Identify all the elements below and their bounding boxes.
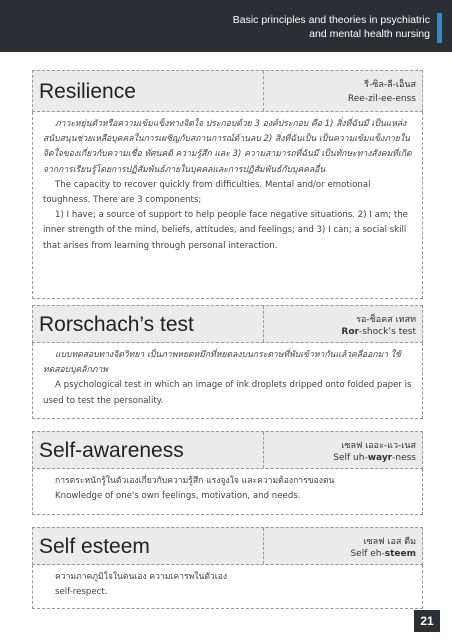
definition-english: Knowledge of one's own feelings, motivation, and needs. [55, 491, 301, 502]
definition-english: 1) I have; a source of support to help people face negative situations. 2) I am; the inner strength of the mind, beliefs, attitudes, and feelings; and 3) I can; a social skill that arises from learning through personal interaction. [43, 210, 408, 251]
pronunciation-thai: รอ-ช็อคส เทสท [356, 315, 416, 325]
pron-en-pre: Ree [347, 94, 365, 104]
pron-en-pre: Self uh- [333, 453, 368, 463]
term-title: Self esteem [39, 535, 150, 558]
term-title: Rorschach’s test [39, 313, 194, 336]
definition-box [32, 469, 423, 515]
definition-thai: แบบทดสอบทางจิตวิทยา เป็นภาพหยดหมึกที่หยดลงบนกระดาษที่พับเข้าหากันแล้วคลี่ออกมา ใช้ทดสอบบุคลิกภาพ [43, 350, 401, 376]
term-row [32, 431, 423, 469]
definition-box [32, 112, 423, 299]
definition-box [32, 343, 423, 419]
pron-en-stress: Ror [341, 327, 359, 337]
definition-thai: การตระหนักรู้ในตัวเองเกี่ยวกับความรู้สึก แรงจูงใจ และความต้องการของตน [55, 476, 335, 486]
definition-box [32, 565, 423, 609]
pron-en-stress: wayr [367, 453, 393, 463]
pronunciation-english [341, 327, 416, 337]
term-divider [263, 528, 264, 564]
definition-english: self-respect. [55, 587, 108, 598]
term-title: Self-awareness [39, 439, 184, 462]
term-row [32, 527, 423, 565]
glossary-entry-resilience [32, 70, 423, 299]
glossary-entry-rorschach-test [32, 305, 423, 419]
term-row [32, 305, 423, 343]
pron-en-post: -ness [392, 453, 416, 463]
definition-english: A psychological test in which an image of ink droplets dripped onto folded paper is used to test the personality. [43, 380, 412, 406]
pron-en-post: -shock’s test [358, 327, 416, 337]
header-accent-bar [437, 13, 442, 43]
definition-thai: ภาวะหยุ่นตัวหรือความเข้มแข็งทางจิตใจ ประกอบด้วย 3 องค์ประกอบ คือ 1) สิ่งที่ฉันมี เป็นแหล่งสนับสนุนช่วยเหลือบุคคลในการเผชิญกับสถานการณ์ด้านลบ 2) สิ่งที่ฉันเป็น เป็นความเข้มแข็งภายในจิตใจของเกี่ยวกับความเชื่อ ทัศนคติ ความรู้สึก และ 3) ความสามารถที่ฉันมี เป็นทักษะทางสังคมที่เกิดจากการเรียนรู้โดยการปฏิสัมพันธ์ภายในบุคคลและการปฏิสัมพันธ์กับบุคคลอื่น [43, 119, 412, 175]
pronunciation-thai: เซลฟ เอส ตีม [363, 537, 416, 547]
term-title: Resilience [39, 80, 136, 103]
pron-en-stress: steem [384, 549, 416, 559]
definition-english: The capacity to recover quickly from difficulties. Mental and/or emotional toughness. There are 3 components; [43, 179, 371, 206]
term-row [32, 70, 423, 112]
page-header [0, 0, 452, 52]
definition-thai: ความภาคภูมิใจในตนเอง ความเคารพในตัวเอง [55, 572, 228, 582]
pronunciation-english [348, 94, 416, 104]
glossary-entry-self-awareness [32, 431, 423, 515]
term-divider [263, 306, 264, 342]
pronunciation-thai: รี-ซิล-ลี-เอ็นส [364, 80, 416, 90]
pron-en-pre: Self eh- [350, 549, 385, 559]
pronunciation-english [350, 549, 416, 559]
header-title-line1: Basic principles and theories in psychiatric [232, 14, 430, 26]
glossary-entry-self-esteem [32, 527, 423, 609]
header-title-line2: and mental health nursing [309, 28, 430, 40]
pronunciation-thai: เซลฟ เออะ-แว-เนส [341, 441, 416, 451]
pronunciation-english [333, 453, 416, 463]
pron-en-post: -zil-ee-enss [364, 94, 416, 104]
term-divider [263, 71, 264, 111]
page-number: 21 [414, 610, 440, 632]
term-divider [263, 432, 264, 468]
header-title [233, 13, 430, 41]
